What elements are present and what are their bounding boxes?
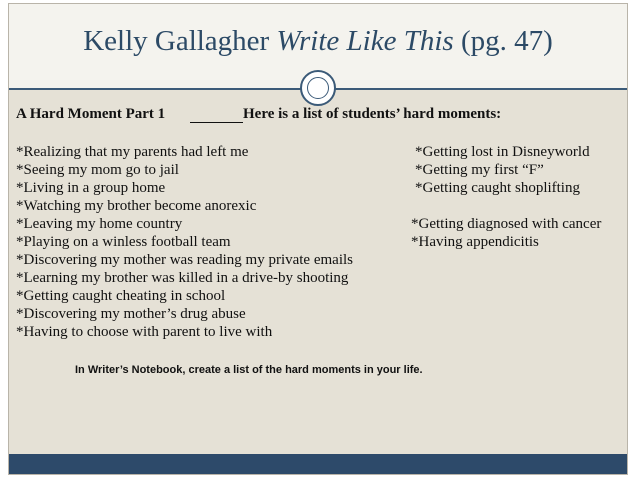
section-heading: A Hard Moment Part 1 — [16, 106, 166, 122]
list-item: *Discovering my mother’s drug abuse — [16, 306, 246, 322]
list-item: *Leaving my home country — [16, 216, 183, 232]
list-item: *Getting caught cheating in school — [16, 288, 226, 304]
list-item: *Playing on a winless football team — [16, 234, 231, 250]
instruction-text: In Writer’s Notebook, create a list of the hard moments in your life. — [75, 364, 423, 376]
title-page: (pg. 47) — [453, 25, 553, 57]
list-item: *Discovering my mother was reading my private emails — [16, 252, 353, 268]
list-item: *Getting lost in Disneyworld — [415, 144, 590, 160]
list-item: *Getting my first “F” — [415, 162, 544, 178]
circle-ornament-icon — [300, 70, 336, 106]
list-heading: Here is a list of students’ hard moments: — [243, 106, 502, 122]
list-item: *Getting caught shoplifting — [415, 180, 580, 196]
list-item: *Learning my brother was killed in a drive-by shooting — [16, 270, 349, 286]
title-author: Kelly Gallagher — [83, 25, 277, 57]
list-item: *Having appendicitis — [411, 234, 539, 250]
list-item: *Having to choose with parent to live with — [16, 324, 273, 340]
list-item: *Realizing that my parents had left me — [16, 144, 249, 160]
list-item: *Watching my brother become anorexic — [16, 198, 257, 214]
slide-title — [9, 25, 627, 57]
list-item: *Living in a group home — [16, 180, 166, 196]
heading-underline — [190, 122, 243, 123]
list-item: *Getting diagnosed with cancer — [411, 216, 602, 232]
title-book: Write Like This — [276, 25, 454, 57]
list-item: *Seeing my mom go to jail — [16, 162, 179, 178]
circle-ornament-inner — [307, 77, 329, 99]
